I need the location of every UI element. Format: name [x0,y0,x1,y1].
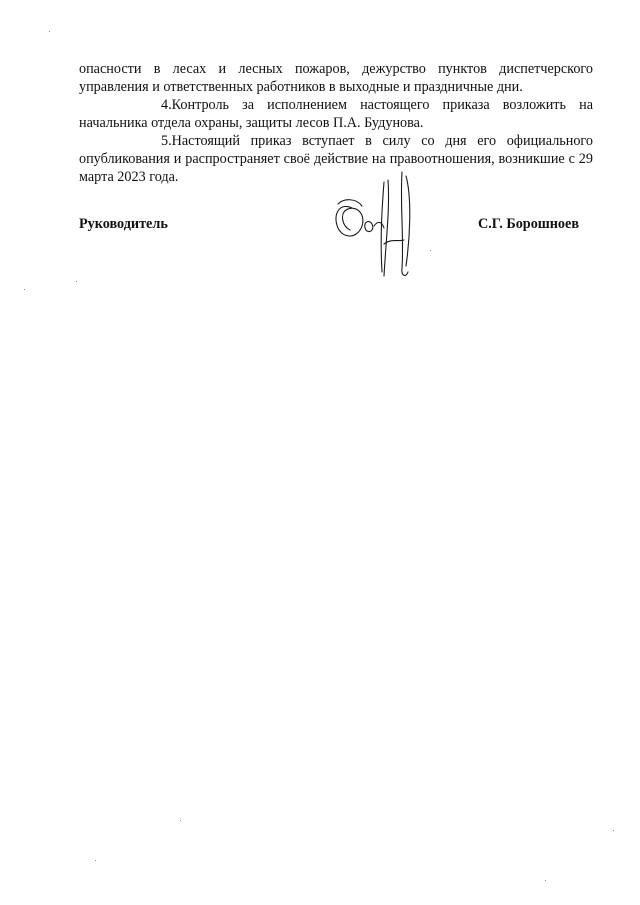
scan-speck [430,250,431,251]
scan-speck [24,289,25,290]
paragraph-continuation [79,60,593,96]
signatory-name: С.Г. Борошноев [478,216,579,232]
paragraph-number: 5. [161,133,172,149]
scan-speck [76,281,77,282]
paragraph-number: 4. [161,97,172,113]
paragraph-text: Настоящий приказ вступает в силу со дня его официального опубликования и распространяет своё действие на правоотношения, возникшие с 29 марта 2023 года. [79,133,593,185]
paragraph-item-4 [79,96,593,132]
signatory-role: Руководитель [79,216,168,232]
paragraph-text: опасности в лесах и лесных пожаров, дежурство пунктов диспетчерского управления и ответственных работников в выходные и праздничные дни. [79,61,593,95]
scan-speck [613,830,614,831]
scan-speck [180,820,181,821]
handwritten-signature [322,168,432,286]
paragraph-text: Контроль за исполнением настоящего приказа возложить на начальника отдела охраны, защиты лесов П.А. Будунова. [79,97,593,131]
scan-speck [49,31,50,32]
scan-speck [545,880,546,881]
scan-speck [95,860,96,861]
